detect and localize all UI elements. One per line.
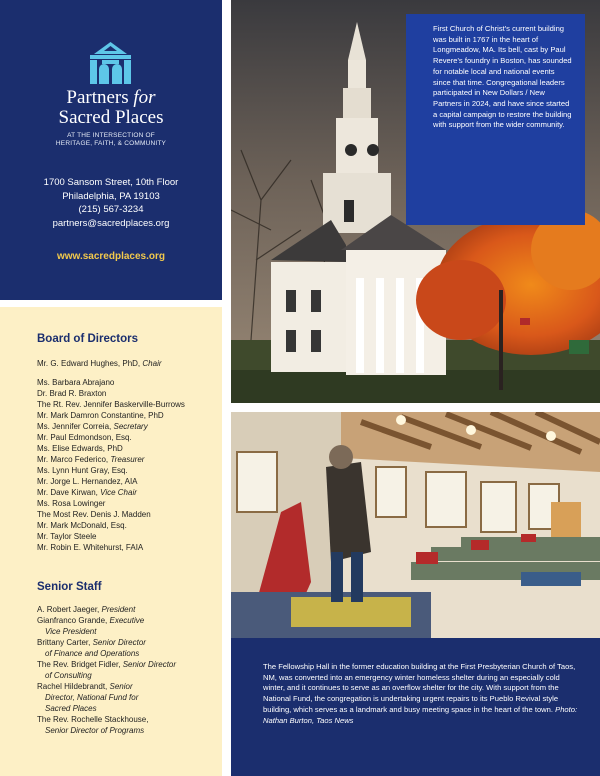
staff-role-continued: of Finance and Operations xyxy=(45,649,140,658)
board-member-name: Mr. Taylor Steele xyxy=(37,532,97,541)
staff-role: Senior Director xyxy=(92,638,146,647)
staff-member xyxy=(37,659,176,670)
board-member-name: Dr. Brad R. Braxton xyxy=(37,389,107,398)
church-caption: First Church of Christ's current building was built in 1767 in the heart of Longmeadow, MA. Its bell, cast by Paul Revere's foundry in Boston, has sounded for notable local and national events since that time. Congregational leaders participated in New Dollars / New Partners in 2024, and have since started a capital campaign to restore the building with support from the wider community. xyxy=(406,14,585,225)
staff-role-continued: Director, National Fund for xyxy=(45,693,139,702)
fellowship-hall-photo xyxy=(231,412,600,638)
board-member-name: The Most Rev. Denis J. Madden xyxy=(37,510,151,519)
staff-role-continued: Sacred Places xyxy=(45,704,97,713)
board-member xyxy=(37,432,185,443)
staff-heading: Senior Staff xyxy=(37,581,102,593)
address-line2: Philadelphia, PA 19103 xyxy=(62,190,160,202)
board-member xyxy=(37,487,185,498)
board-member-name: Mr. Mark Damron Constantine, PhD xyxy=(37,411,164,420)
board-member xyxy=(37,399,185,410)
board-member xyxy=(37,377,185,388)
board-member xyxy=(37,520,185,531)
board-member-role: Vice Chair xyxy=(100,488,137,497)
staff-role-continued: of Consulting xyxy=(45,671,92,680)
staff-member xyxy=(37,637,176,648)
board-chair xyxy=(37,358,162,369)
tagline xyxy=(0,132,222,148)
board-member xyxy=(37,465,185,476)
tagline-line2: HERITAGE, FAITH, & COMMUNITY xyxy=(55,140,167,147)
staff-name: Gianfranco Grande, xyxy=(37,616,108,625)
board-member xyxy=(37,542,185,553)
board-member xyxy=(37,421,185,432)
staff-member xyxy=(37,681,176,692)
org-name-line2: Sacred Places xyxy=(58,107,164,128)
board-member-role: Secretary xyxy=(113,422,148,431)
board-member-name: The Rt. Rev. Jennifer Baskerville-Burrows xyxy=(37,400,185,409)
photo-credit: Photo: Nathan Burton, Taos News xyxy=(263,704,578,725)
staff-role: President xyxy=(101,605,136,614)
board-member-name: Ms. Elise Edwards, PhD xyxy=(37,444,123,453)
staff-name: The Rev. Bridget Fidler, xyxy=(37,660,121,669)
church-facade-logo-icon xyxy=(88,42,133,84)
board-member-name: Ms. Barbara Abrajano xyxy=(37,378,115,387)
board-member-name: Mr. Jorge L. Hernandez, AIA xyxy=(37,477,138,486)
staff-name: A. Robert Jaeger, xyxy=(37,605,100,614)
hall-caption-text: The Fellowship Hall in the former education building at the First Presbyterian Church of Taos, NM, was converted into an emergency winter homeless shelter during an especially cold winter, and it continues to serve as an overflow shelter for the city. With support from the National Fund, the congregation is undertaking urgent repairs to its Pueblo Revival style building, which serves as a landmark and busy meeting space in the heart of the town. xyxy=(263,662,576,714)
website-link[interactable]: www.sacredplaces.org xyxy=(56,251,165,262)
staff-name: The Rev. Rochelle Stackhouse, xyxy=(37,715,149,724)
board-member-name: Mr. Mark McDonald, Esq. xyxy=(37,521,127,530)
board-member xyxy=(37,454,185,465)
staff-role: Senior xyxy=(109,682,133,691)
board-member-name: Mr. Marco Federico, xyxy=(37,455,109,464)
board-member-name: Mr. Paul Edmondson, Esq. xyxy=(37,433,132,442)
staff-role: Senior Director xyxy=(122,660,177,669)
staff-member xyxy=(37,615,176,626)
tagline-line1: AT THE INTERSECTION OF xyxy=(67,132,155,139)
board-member xyxy=(37,388,185,399)
board-member xyxy=(37,531,185,542)
chair-role: Chair xyxy=(142,359,162,368)
board-member-name: Mr. Robin E. Whitehurst, FAIA xyxy=(37,543,144,552)
staff-member xyxy=(37,714,176,725)
board-member-role: Treasurer xyxy=(110,455,145,464)
board-member-name: Ms. Jennifer Correia, xyxy=(37,422,112,431)
staff-name: Brittany Carter, xyxy=(37,638,91,647)
hall-caption xyxy=(263,662,581,726)
board-member-list xyxy=(37,377,185,553)
contact-panel xyxy=(0,0,222,300)
staff-role-continued: Vice President xyxy=(45,627,97,636)
org-name-for: for xyxy=(133,87,156,108)
staff-role: Executive xyxy=(109,616,145,625)
chair-name: Mr. G. Edward Hughes, PhD, xyxy=(37,359,141,368)
board-member-name: Mr. Dave Kirwan, xyxy=(37,488,98,497)
board-member xyxy=(37,509,185,520)
board-heading: Board of Directors xyxy=(37,333,138,345)
staff-member xyxy=(37,604,176,615)
board-member xyxy=(37,476,185,487)
staff-name: Rachel Hildebrandt, xyxy=(37,682,108,691)
board-member xyxy=(37,410,185,421)
board-member xyxy=(37,443,185,454)
staff-list xyxy=(37,604,176,736)
organization-name xyxy=(0,88,222,128)
org-name-line1: Partners xyxy=(66,87,129,108)
board-member-name: Ms. Lynn Hunt Gray, Esq. xyxy=(37,466,128,475)
staff-role-continued: Senior Director of Programs xyxy=(45,726,145,735)
leadership-panel xyxy=(0,307,222,776)
board-member xyxy=(37,498,185,509)
address-block xyxy=(0,176,222,230)
board-member-name: Ms. Rosa Lowinger xyxy=(37,499,106,508)
email-address: partners@sacredplaces.org xyxy=(52,217,170,229)
phone-number: (215) 567-3234 xyxy=(78,204,144,215)
address-line1: 1700 Sansom Street, 10th Floor xyxy=(43,177,179,188)
